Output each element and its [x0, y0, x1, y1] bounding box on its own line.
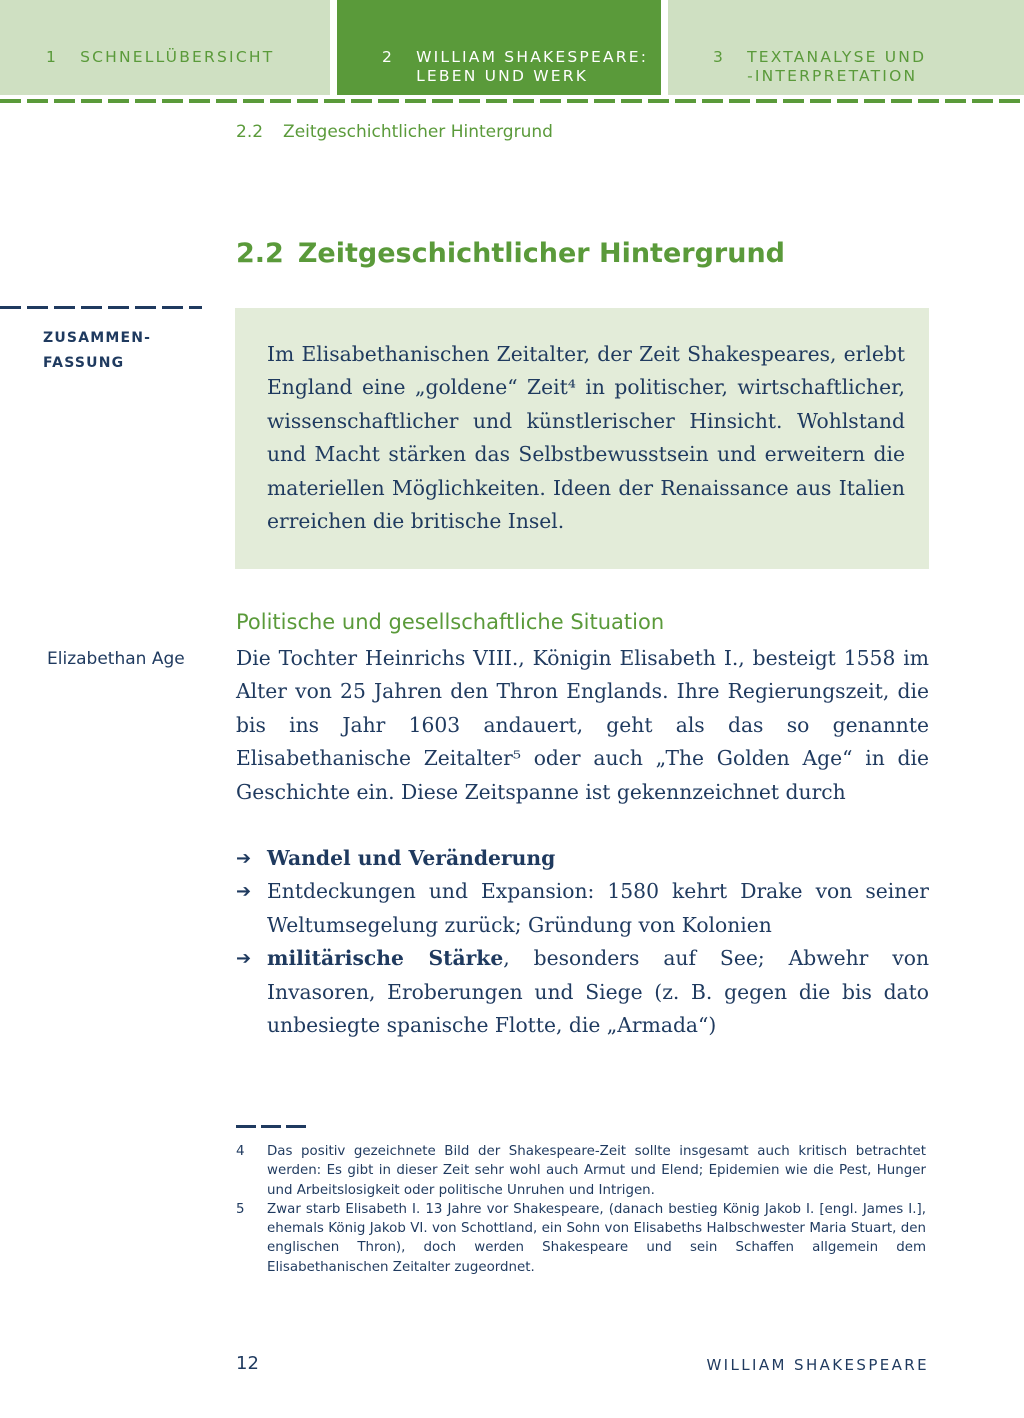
- footnote-text: Das positiv gezeichnete Bild der Shakespeare-Zeit sollte insgesamt auch kritisch betrachtet werden: Es gibt in dieser Zeit sehr wohl auch Armut und Elend; Epidemien wie die Pest, Hunger und Arbeitslosigkeit oder politische Unruhen und Intrigen.: [267, 1144, 926, 1198]
- summary-text: Im Elisabethanischen Zeitalter, der Zeit Shakespeares, erlebt England eine „goldene“ Zeit⁴ in politischer, wirtschaftlicher, wissenschaftlicher und künstlerischer Hinsicht. Wohlstand und Macht stärken das Selbstbewusstsein und erweitern die materiellen Möglichkeiten. Ideen der Renaissance aus Italien erreichen die britische Insel.: [267, 342, 905, 534]
- tab-number: 2: [382, 48, 395, 66]
- footnote-number: 4: [236, 1144, 245, 1159]
- sidebar-dashed-rule: [0, 306, 202, 309]
- body-paragraph: Die Tochter Heinrichs VIII., Königin Elisabeth I., besteigt 1558 im Alter von 25 Jahren den Thron Englands. Ihre Regierungszeit, die bis ins Jahr 1603 andauert, geht als das so genannte Elisabethanische Zeitalter⁵ oder auch „The Golden Age“ in die Geschichte ein. Diese Zeitspanne ist gekennzeichnet durch: [236, 646, 929, 804]
- tab-textanalyse-und-interpretation[interactable]: [668, 0, 1024, 95]
- arrow-right-icon: ➔: [236, 848, 252, 869]
- header-dashed-rule: [0, 99, 1024, 103]
- footnote-number: 5: [236, 1201, 245, 1217]
- tab-number: 1: [46, 48, 59, 66]
- footnote-text: Zwar starb Elisabeth I. 13 Jahre vor Shakespeare, (danach bestieg König Jakob I. [engl. James I.], ehemals König Jakob VI. von Schottland, ein Sohn von Elisabeths Halbschwester Maria Stuart, den englischen Thron), doch werden Shakespeare und sein Schaffen allgemein dem Elisabethanischen Zeitalter zugeordnet.: [267, 1201, 926, 1275]
- arrow-right-icon: ➔: [236, 948, 252, 970]
- chapter-tabs: [0, 0, 1024, 95]
- summary-box: [235, 308, 929, 569]
- subsection-title: Politische und gesellschaftliche Situation: [236, 610, 665, 634]
- bullet-bold: militärische Stärke: [267, 946, 504, 971]
- tab-william-shakespeare-leben-und-werk[interactable]: [337, 0, 661, 95]
- footer-title: WILLIAM SHAKESPEARE: [706, 1356, 929, 1374]
- section-title: [236, 238, 785, 269]
- footnote-dashed-rule: [236, 1125, 306, 1128]
- summary-label: ZUSAMMEN- FASSUNG: [43, 330, 152, 371]
- running-head: [236, 122, 553, 142]
- tab-label: SCHNELLÜBERSICHT: [80, 48, 275, 66]
- list-item: [236, 875, 929, 942]
- section-title-text: Zeitgeschichtlicher Hintergrund: [297, 238, 786, 269]
- list-item: [236, 942, 929, 1042]
- bullet-text: Entdeckungen und Expansion: 1580 kehrt Drake von seiner Weltumsegelung zurück; Gründung von Kolonien: [267, 879, 929, 937]
- list-item: [236, 842, 929, 875]
- bullet-text: , besonders auf See; Abwehr von Invasoren, Eroberungen und Siege (z. B. gegen die bis dato unbesiegte spanische Flotte, die „Armada“): [267, 946, 930, 1038]
- arrow-right-icon: ➔: [236, 881, 252, 903]
- running-head-text: Zeitgeschichtlicher Hintergrund: [283, 122, 553, 142]
- tab-label: TEXTANALYSE UND -INTERPRETATION: [747, 48, 927, 85]
- tab-label: WILLIAM SHAKESPEARE: LEBEN UND WERK: [416, 48, 649, 85]
- tab-number: 3: [713, 48, 726, 66]
- bullet-list: [236, 842, 929, 1042]
- tab-schnelluebersicht[interactable]: [0, 0, 330, 95]
- page-number: 12: [236, 1353, 259, 1374]
- bullet-bold: Wandel und Veränderung: [267, 846, 556, 870]
- footnote: [236, 1142, 926, 1200]
- margin-note: Elizabethan Age: [47, 649, 185, 669]
- footnotes: [236, 1142, 926, 1277]
- section-number: 2.2: [236, 238, 284, 269]
- footnote: [236, 1200, 926, 1277]
- running-head-number: 2.2: [236, 122, 264, 142]
